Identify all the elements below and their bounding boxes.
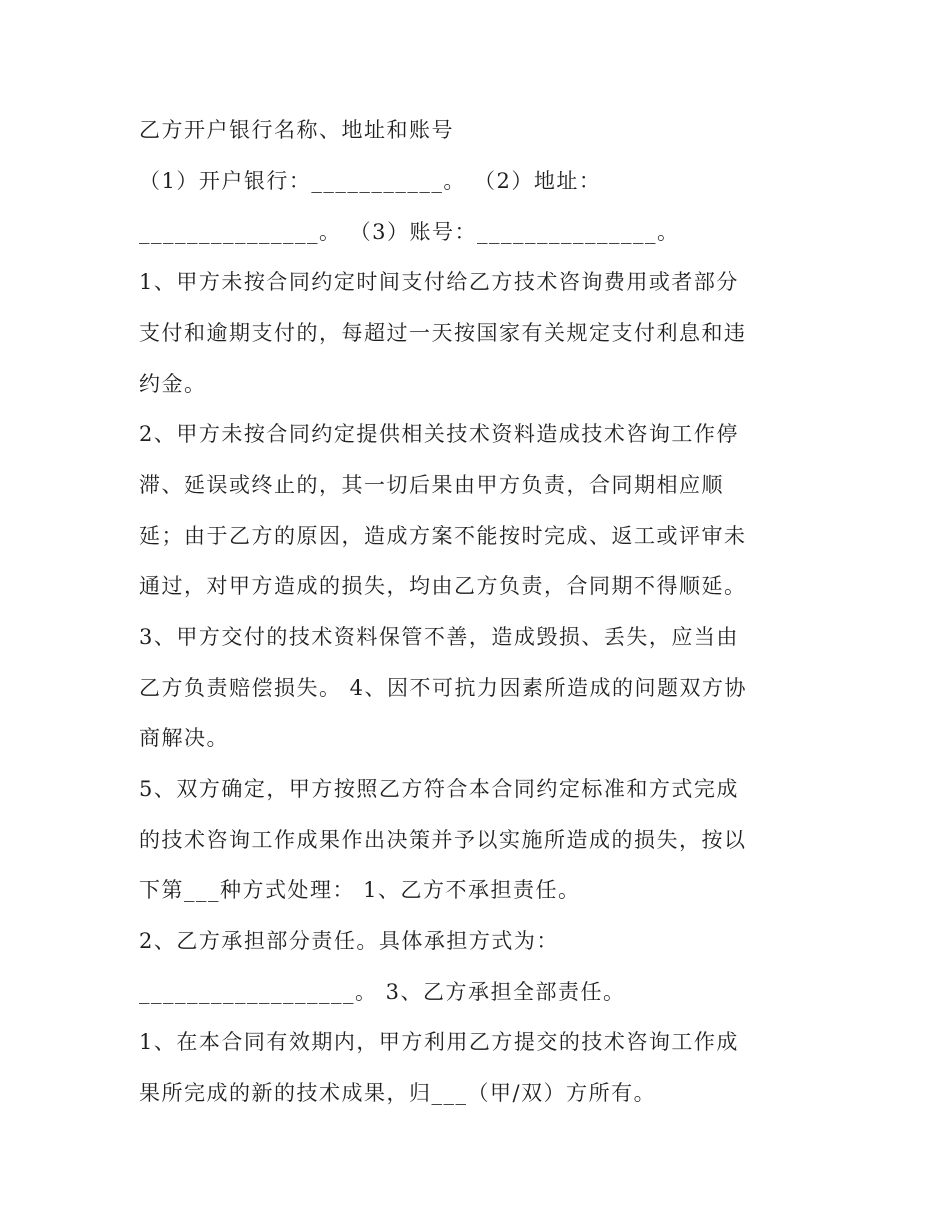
text-line: 1、在本合同有效期内，甲方利用乙方提交的技术咨询工作成 (139, 1030, 739, 1054)
text-line: （1）开户银行：___________。 （2）地址： (139, 169, 602, 193)
text-line: 2、乙方承担部分责任。具体承担方式为： (139, 929, 559, 953)
text-line: __________________。 3、乙方承担全部责任。 (139, 980, 626, 1004)
text-line: 2、甲方未按合同约定提供相关技术资料造成技术咨询工作停 (139, 422, 739, 446)
text-line: _______________。 （3）账号：_______________。 (139, 220, 680, 244)
text-line: 商解决。 (139, 726, 229, 750)
text-line: 乙方开户银行名称、地址和账号 (139, 118, 454, 142)
text-line: 滞、延误或终止的，其一切后果由甲方负责，合同期相应顺 (139, 473, 724, 497)
text-line: 1、甲方未按合同约定时间支付给乙方技术咨询费用或者部分 (139, 270, 739, 294)
text-line: 果所完成的新的技术成果，归___（甲/双）方所有。 (139, 1081, 657, 1105)
text-line: 通过，对甲方造成的损失，均由乙方负责，合同期不得顺延。 (139, 574, 747, 598)
text-line: 的技术咨询工作成果作出决策并予以实施所造成的损失，按以 (139, 828, 747, 852)
text-line: 5、双方确定，甲方按照乙方符合本合同约定标准和方式完成 (139, 777, 739, 801)
text-line: 下第___种方式处理： 1、乙方不承担责任。 (139, 878, 581, 902)
text-line: 约金。 (139, 372, 207, 396)
text-line: 支付和逾期支付的，每超过一天按国家有关规定支付利息和违 (139, 321, 747, 345)
text-line: 延；由于乙方的原因，造成方案不能按时完成、返工或评审未 (139, 524, 747, 548)
text-line: 3、甲方交付的技术资料保管不善，造成毁损、丢失，应当由 (139, 625, 739, 649)
text-line: 乙方负责赔偿损失。 4、因不可抗力因素所造成的问题双方协 (139, 676, 748, 700)
